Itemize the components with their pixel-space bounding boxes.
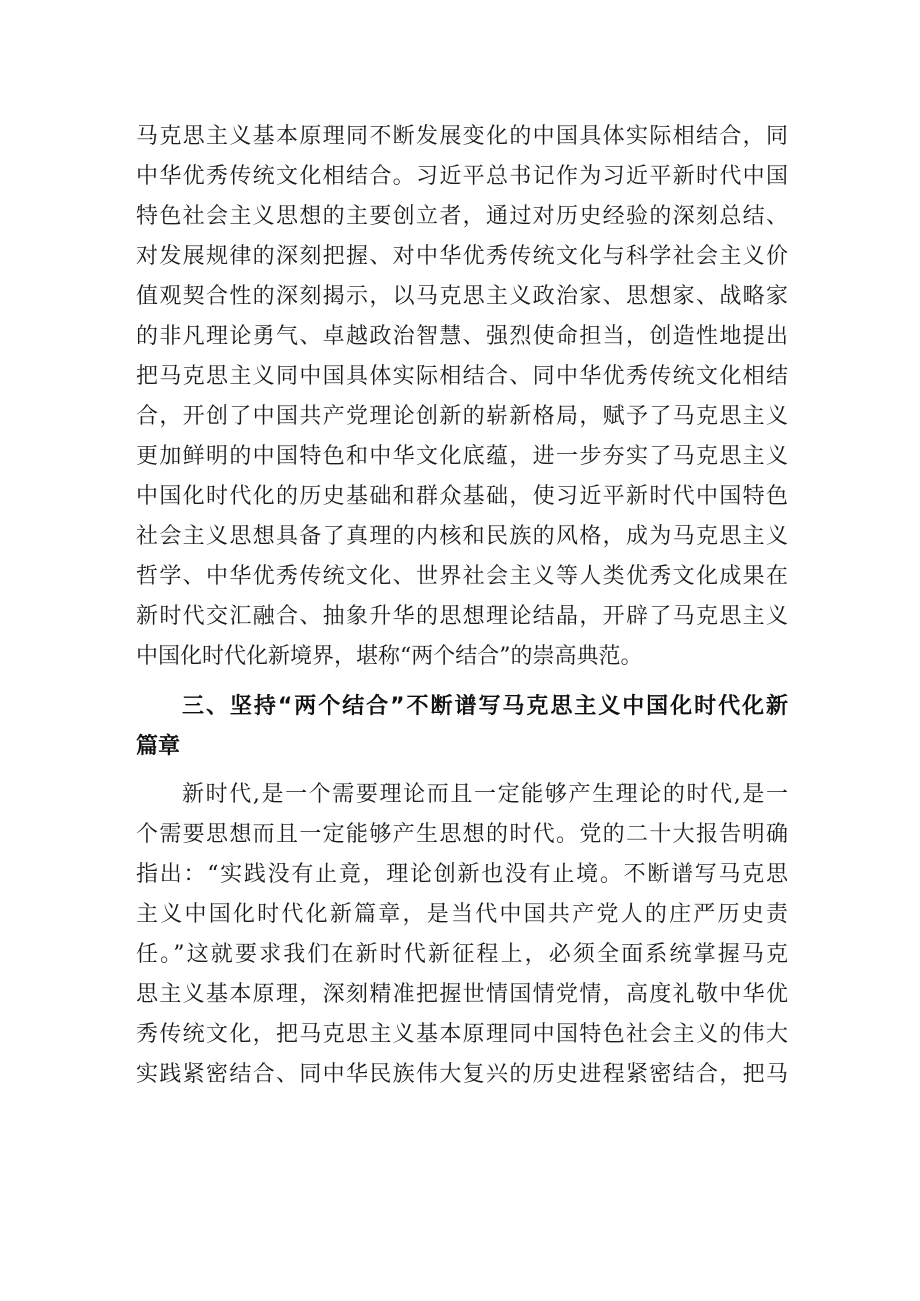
text-line: 值观契合性的深刻揭示，以马克思主义政治家、思想家、战略家: [136, 284, 788, 309]
text-line: 任。”这就要求我们在新时代新征程上，必须全面系统掌握马克: [136, 942, 788, 967]
text-line: 秀传统文化，把马克思主义基本原理同中国特色社会主义的伟大: [136, 1022, 788, 1047]
text-line: 实践紧密结合、同中华民族伟大复兴的历史进程紧密结合，把马: [136, 1062, 788, 1087]
section-heading-line: 三、坚持“两个结合”不断谱写马克思主义中国化时代化新: [182, 694, 788, 719]
text-line: 的非凡理论勇气、卓越政治智慧、强烈使命担当，创造性地提出: [136, 324, 788, 349]
text-line: 中华优秀传统文化相结合。习近平总书记作为习近平新时代中国: [136, 164, 788, 189]
text-line: 中国化时代化的历史基础和群众基础，使习近平新时代中国特色: [136, 484, 788, 509]
text-line: 更加鲜明的中国特色和中华文化底蕴，进一步夯实了马克思主义: [136, 444, 788, 469]
text-line: 对发展规律的深刻把握、对中华优秀传统文化与科学社会主义价: [136, 244, 788, 269]
section-heading-line: 篇章: [136, 734, 181, 759]
text-line: 把马克思主义同中国具体实际相结合、同中华优秀传统文化相结: [136, 364, 788, 389]
text-line: 新时代交汇融合、抽象升华的思想理论结晶，开辟了马克思主义: [136, 604, 788, 629]
text-line: 哲学、中华优秀传统文化、世界社会主义等人类优秀文化成果在: [136, 564, 788, 589]
text-line: 主义中国化时代化新篇章，是当代中国共产党人的庄严历史责: [136, 902, 788, 927]
text-line: 新时代,是一个需要理论而且一定能够产生理论的时代,是一: [182, 782, 788, 807]
text-line: 指出：“实践没有止竟，理论创新也没有止境。不断谱写马克思: [136, 862, 788, 887]
text-line: 个需要思想而且一定能够产生思想的时代。党的二十大报告明确: [136, 822, 788, 847]
text-line: 合，开创了中国共产党理论创新的崭新格局，赋予了马克思主义: [136, 404, 788, 429]
text-line: 特色社会主义思想的主要创立者，通过对历史经验的深刻总结、: [136, 204, 788, 229]
text-line: 社会主义思想具备了真理的内核和民族的风格，成为马克思主义: [136, 524, 788, 549]
text-line: 思主义基本原理，深刻精准把握世情国情党情，高度礼敬中华优: [136, 982, 788, 1007]
text-line: 马克思主义基本原理同不断发展变化的中国具体实际相结合，同: [136, 124, 788, 149]
text-line: 中国化时代化新境界，堪称“两个结合”的崇高典范。: [136, 644, 643, 669]
